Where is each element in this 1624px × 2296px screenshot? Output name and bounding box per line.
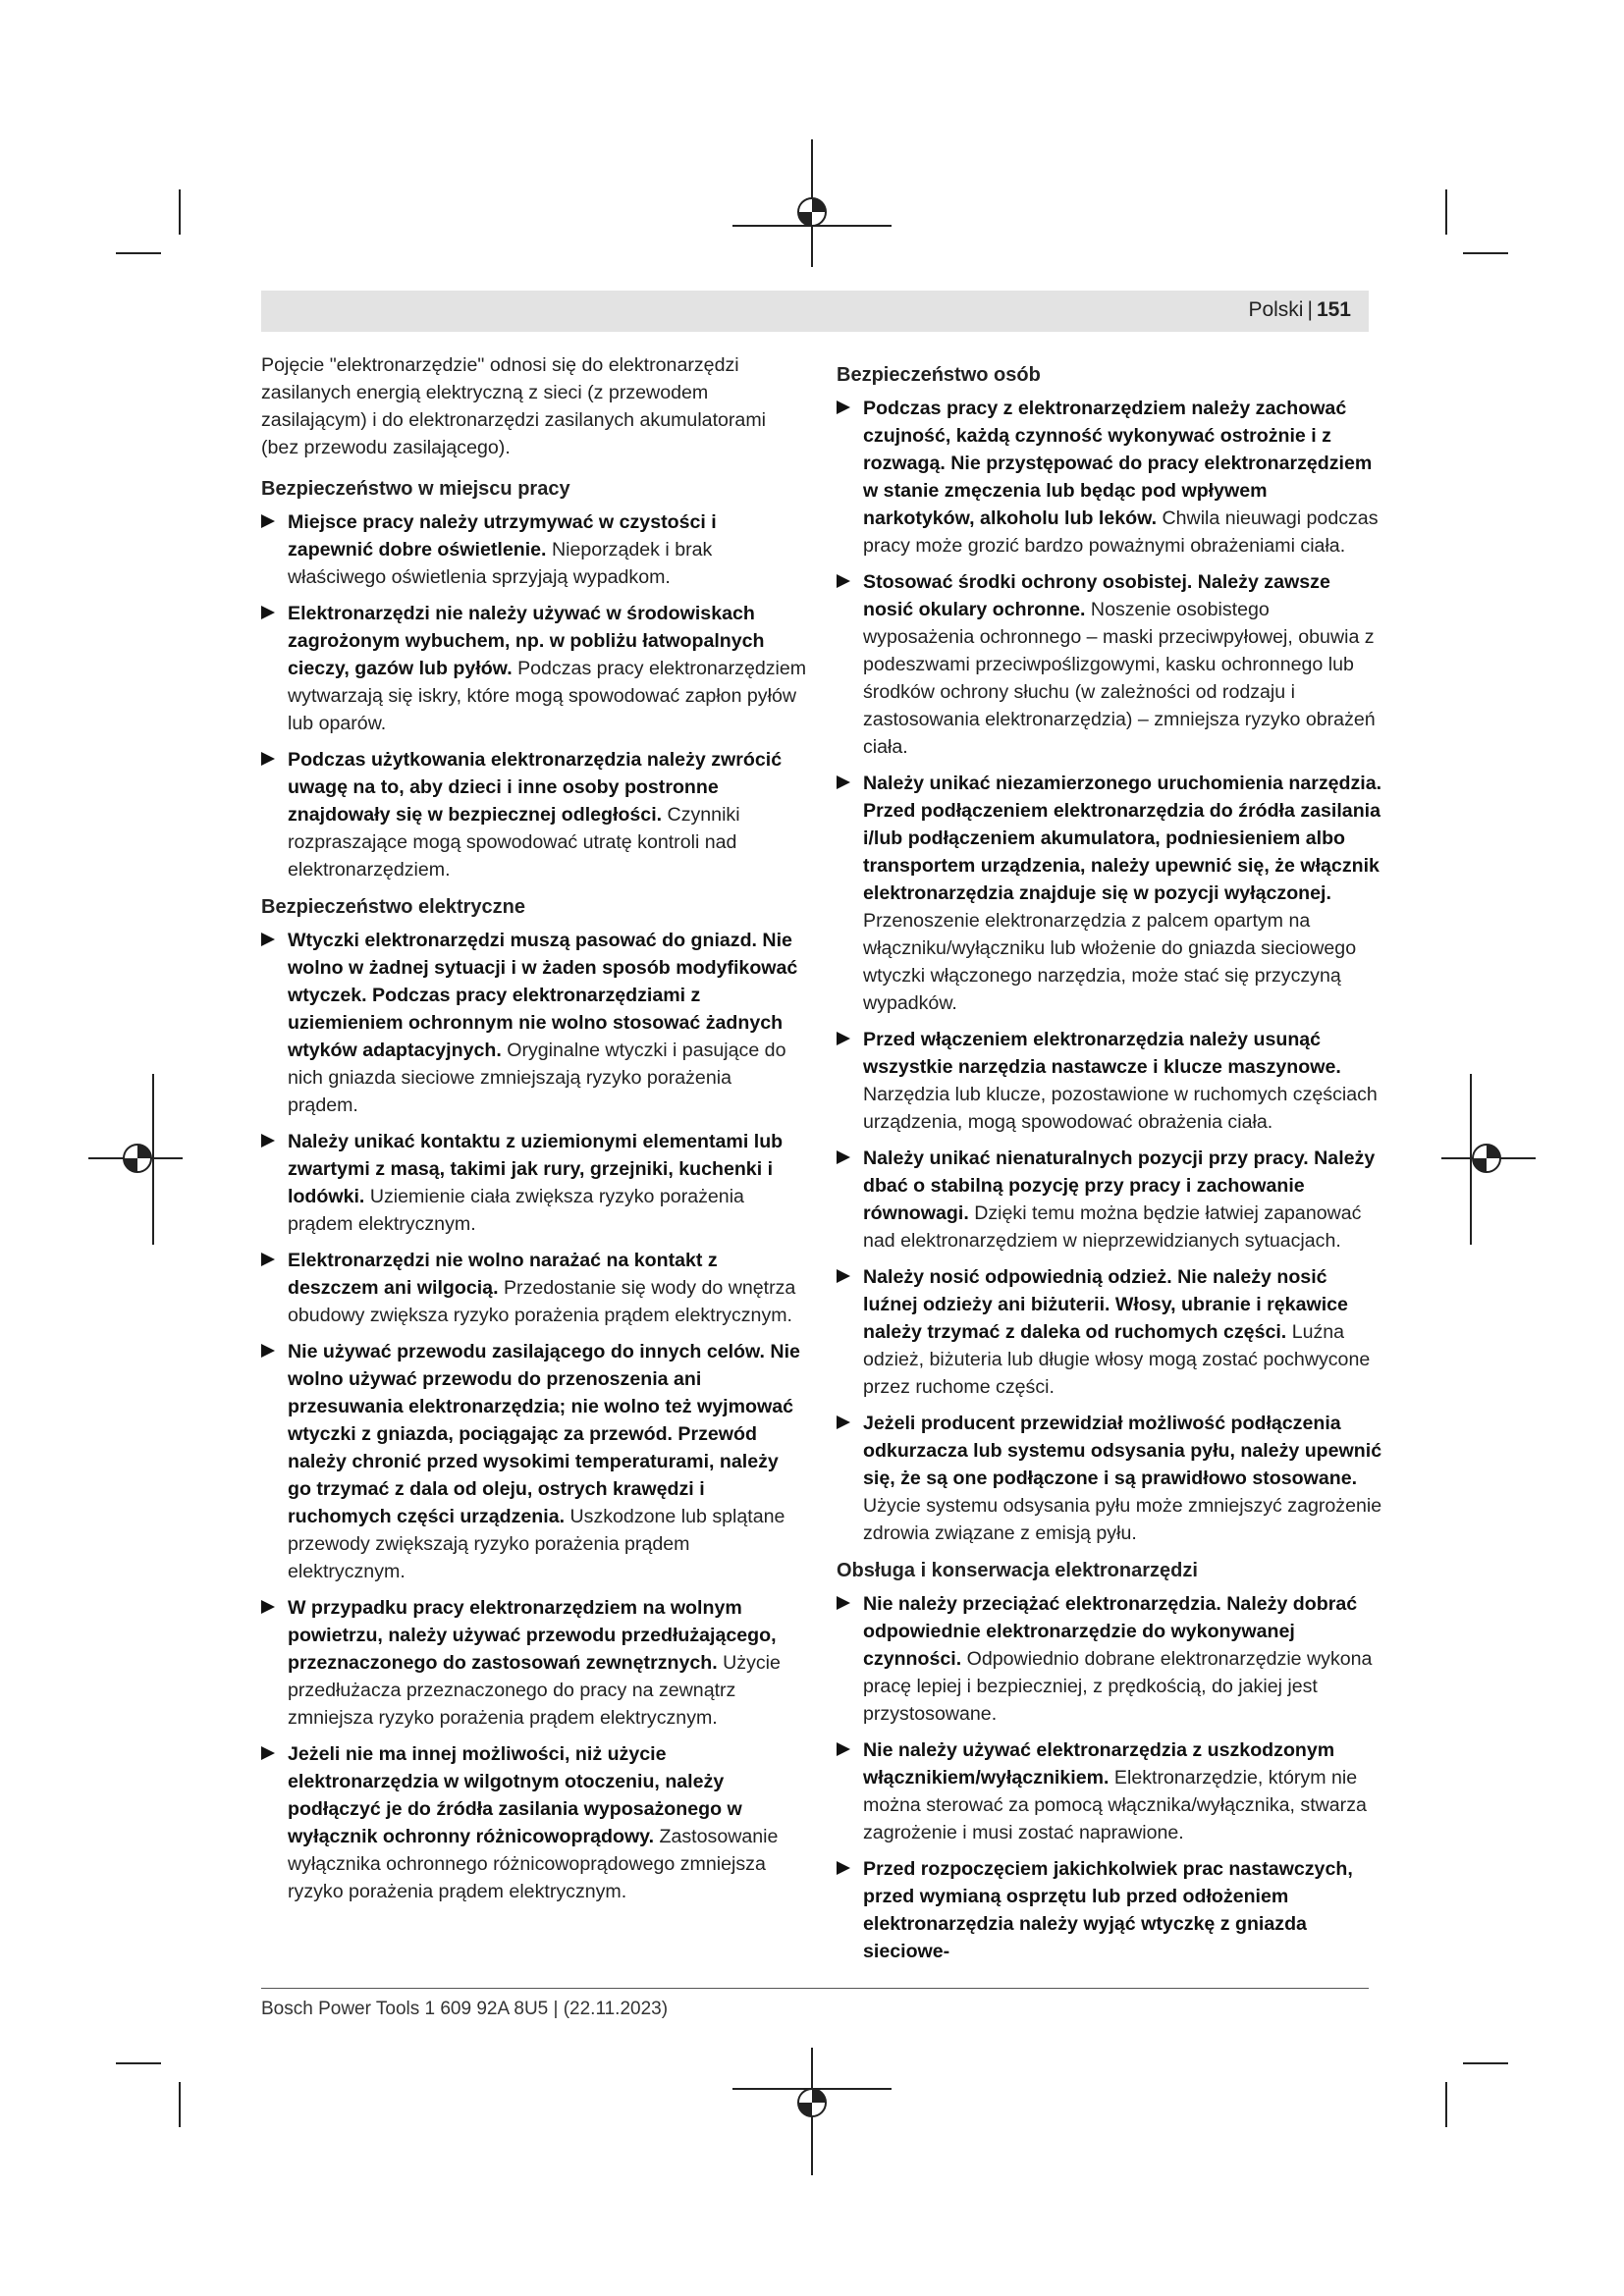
registration-mark-icon <box>723 2028 901 2177</box>
list-item <box>261 1128 807 1238</box>
crop-mark <box>1445 2082 1447 2127</box>
bullet-list <box>837 1590 1382 1965</box>
triangle-bullet-icon <box>837 574 850 588</box>
list-item <box>837 1026 1382 1136</box>
item-bold-text: Wtyczki elektronarzędzi muszą pasować do gniazd. Nie wolno w żadnej sytuacji i w żaden sposób modyfikować wtyczek. Podczas pracy elektronarzędziami z uziemieniem ochronnym nie wolno stosować żadnych wtyków adaptacyjnych. <box>288 930 798 1061</box>
list-item <box>837 395 1382 560</box>
item-text: Odpowiednio dobrane elektronarzędzie wykona pracę lepiej i bezpieczniej, z prędkością, do jakiej jest przystosowane. <box>863 1648 1373 1725</box>
item-bold-text: Podczas użytkowania elektronarzędzia należy zwrócić uwagę na to, aby dzieci i inne osoby postronne znajdowały się w bezpiecznej odległości. <box>288 749 783 826</box>
triangle-bullet-icon <box>837 775 850 789</box>
bullet-list <box>837 395 1382 1547</box>
triangle-bullet-icon <box>261 1344 275 1358</box>
triangle-bullet-icon <box>261 752 275 766</box>
item-text: Elektronarzędzie, którym nie można sterować za pomocą włącznika/wyłącznika, stwarza zagrożenie i musi zostać naprawione. <box>863 1767 1367 1843</box>
registration-mark-icon <box>88 1074 183 1245</box>
item-text: Narzędzia lub klucze, pozostawione w ruchomych częściach urządzenia, mogą spowodować obrażenia ciała. <box>863 1084 1378 1133</box>
crop-mark <box>116 2062 161 2064</box>
triangle-bullet-icon <box>837 1596 850 1610</box>
triangle-bullet-icon <box>837 1032 850 1045</box>
list-item <box>837 1855 1382 1965</box>
page-number: 151 <box>1316 298 1351 321</box>
item-text: Użycie przedłużacza przeznaczonego do pracy na zewnątrz zmniejsza ryzyko porażenia prądem elektrycznym. <box>288 1652 781 1729</box>
item-bold-text: Należy unikać kontaktu z uziemionymi elementami lub zwartymi z masą, takimi jak rury, grzejniki, kuchenki i lodówki. <box>288 1131 784 1207</box>
list-item <box>837 1263 1382 1401</box>
item-bold-text: Elektronarzędzi nie należy używać w środowiskach zagrożonym wybuchem, np. w pobliżu łatwopalnych cieczy, gazów lub pyłów. <box>288 603 765 679</box>
crop-mark <box>116 252 161 254</box>
section-heading: Bezpieczeństwo elektryczne <box>261 896 525 918</box>
list-item <box>261 1338 807 1585</box>
page-header <box>261 291 1369 332</box>
list-item <box>837 1590 1382 1728</box>
list-item <box>261 600 807 737</box>
registration-mark-icon <box>1441 1074 1536 1245</box>
crop-mark <box>1463 2062 1508 2064</box>
section-heading: Obsługa i konserwacja elektronarzędzi <box>837 1560 1198 1581</box>
item-bold-text: W przypadku pracy elektronarzędziem na wolnym powietrzu, należy używać przewodu przedłużającego, przeznaczonego do zastosowań zewnętrznych. <box>288 1597 777 1674</box>
section-heading: Bezpieczeństwo w miejscu pracy <box>261 478 570 500</box>
list-item <box>837 1736 1382 1846</box>
triangle-bullet-icon <box>837 1150 850 1164</box>
footer-text: Bosch Power Tools 1 609 92A 8U5 | (22.11.2023) <box>261 1999 669 2019</box>
item-text: Chwila nieuwagi podczas pracy może grozić bardzo poważnymi obrażeniami ciała. <box>863 507 1379 557</box>
item-bold-text: Należy nosić odpowiednią odzież. Nie należy nosić luźnej odzieży ani biżuterii. Włosy, ubranie i rękawice należy trzymać z daleka od ruchomych części. <box>863 1266 1348 1343</box>
triangle-bullet-icon <box>837 1415 850 1429</box>
item-bold-text: Przed włączeniem elektronarzędzia należy usunąć wszystkie narzędzia nastawcze i klucze maszynowe. <box>863 1029 1341 1078</box>
item-text: Noszenie osobistego wyposażenia ochronnego – maski przeciwpyłowej, obuwia z podeszwami przeciwpoślizgowymi, kasku ochronnego lub środków ochrony słuchu (w zależności od rodzaju i zastosowania elektronarzędzia) – zmniejsza ryzyko obrażeń ciała. <box>863 599 1376 758</box>
item-bold-text: Nie należy używać elektronarzędzia z uszkodzonym włącznikiem/wyłącznikiem. <box>863 1739 1335 1789</box>
list-item <box>837 1410 1382 1547</box>
item-text: Przenoszenie elektronarzędzia z palcem opartym na włączniku/wyłączniku lub włożenie do gniazda sieciowego wtyczki włączonego narzędzia, może stać się przyczyną wypadków. <box>863 910 1357 1014</box>
list-item <box>261 508 807 591</box>
triangle-bullet-icon <box>837 1861 850 1875</box>
triangle-bullet-icon <box>261 514 275 528</box>
bullet-list <box>261 927 807 1905</box>
list-item <box>261 1594 807 1732</box>
list-item <box>837 1145 1382 1255</box>
right-sections <box>837 361 1382 1965</box>
item-text: Dzięki temu można będzie łatwiej zapanować nad elektronarzędziem w nieprzewidzianych sytuacjach. <box>863 1202 1362 1252</box>
triangle-bullet-icon <box>261 933 275 946</box>
section-heading: Bezpieczeństwo osób <box>837 364 1041 386</box>
bullet-list <box>261 508 807 883</box>
right-column <box>837 351 1382 1974</box>
item-bold-text: Jeżeli nie ma innej możliwości, niż użycie elektronarzędzia w wilgotnym otoczeniu, należy podłączyć je do źródła zasilania wyposażonego w wyłącznik ochronny różnicowoprądowy. <box>288 1743 742 1847</box>
triangle-bullet-icon <box>837 1269 850 1283</box>
item-text: Użycie systemu odsysania pyłu może zmniejszyć zagrożenie zdrowia związane z emisją pyłu. <box>863 1495 1382 1544</box>
item-text: Luźna odzież, biżuteria lub długie włosy mogą zostać pochwycone przez ruchome części. <box>863 1321 1371 1398</box>
item-text: Czynniki rozpraszające mogą spowodować utratę kontroli nad elektronarzędziem. <box>288 804 740 881</box>
item-bold-text: Nie należy przeciążać elektronarzędzia. Należy dobrać odpowiednie elektronarzędzie do wykonywanej czynności. <box>863 1593 1358 1670</box>
triangle-bullet-icon <box>261 1134 275 1148</box>
item-text: Podczas pracy elektronarzędziem wytwarzają się iskry, które mogą spowodować zapłon pyłów lub oparów. <box>288 658 807 734</box>
item-bold-text: Podczas pracy z elektronarzędziem należy zachować czujność, każdą czynność wykonywać ostrożnie i z rozwagą. Nie przystępować do pracy elektronarzędziem w stanie zmęczenia lub będąc pod wpływem narkotyków, alkoholu lub leków. <box>863 398 1373 529</box>
item-text: Uziemienie ciała zwiększa ryzyko porażenia prądem elektrycznym. <box>288 1186 744 1235</box>
item-text: Nieporządek i brak właściwego oświetlenia sprzyjają wypadkom. <box>288 539 713 588</box>
list-item <box>261 927 807 1119</box>
item-text: Przedostanie się wody do wnętrza obudowy zwiększa ryzyko porażenia prądem elektrycznym. <box>288 1277 796 1326</box>
item-text: Zastosowanie wyłącznika ochronnego różnicowoprądowego zmniejsza ryzyko porażenia prądem elektrycznym. <box>288 1826 779 1902</box>
list-item <box>261 746 807 883</box>
item-bold-text: Miejsce pracy należy utrzymywać w czystości i zapewnić dobre oświetlenie. <box>288 511 717 561</box>
item-text: Uszkodzone lub splątane przewody zwiększają ryzyko porażenia prądem elektrycznym. <box>288 1506 785 1582</box>
list-item <box>261 1247 807 1329</box>
language-label: Polski <box>1248 298 1304 321</box>
left-column <box>261 351 807 1914</box>
item-bold-text: Przed rozpoczęciem jakichkolwiek prac nastawczych, przed wymianą osprzętu lub przed odłożeniem elektronarzędzia należy wyjąć wtyczkę z gniazda sieciowe- <box>863 1858 1353 1962</box>
crop-mark <box>1445 189 1447 235</box>
crop-mark <box>179 189 181 235</box>
item-bold-text: Jeżeli producent przewidział możliwość podłączenia odkurzacza lub systemu odsysania pyłu, należy upewnić się, że są one podłączone i są prawidłowo stosowane. <box>863 1413 1382 1489</box>
crop-mark <box>1463 252 1508 254</box>
left-sections <box>261 475 807 1905</box>
item-text: Oryginalne wtyczki i pasujące do nich gniazda sieciowe zmniejszają ryzyko porażenia prądem. <box>288 1040 786 1116</box>
item-bold-text: Nie używać przewodu zasilającego do innych celów. Nie wolno używać przewodu do przenoszenia ani przesuwania elektronarzędzia; nie wolno też wyjmować wtyczki z gniazda, pociągając za przewód. Przewód należy chronić przed wysokimi temperaturami, należy go trzymać z dala od oleju, ostrych krawędzi i ruchomych części urządzenia. <box>288 1341 800 1527</box>
list-item <box>837 770 1382 1017</box>
triangle-bullet-icon <box>837 400 850 414</box>
triangle-bullet-icon <box>261 1746 275 1760</box>
page-header-text <box>1248 298 1351 322</box>
list-item <box>837 568 1382 761</box>
intro-paragraph: Pojęcie "elektronarzędzie" odnosi się do elektronarzędzi zasilanych energią elektryczną z sieci (z przewodem zasilającym) i do elektronarzędzi zasilanych akumulatorami (bez przewodu zasilającego). <box>261 354 767 458</box>
triangle-bullet-icon <box>837 1742 850 1756</box>
header-separator: | <box>1307 298 1313 321</box>
footer-divider <box>261 1988 1369 1989</box>
triangle-bullet-icon <box>261 606 275 619</box>
registration-mark-icon <box>723 139 901 289</box>
item-bold-text: Elektronarzędzi nie wolno narażać na kontakt z deszczem ani wilgocią. <box>288 1250 718 1299</box>
triangle-bullet-icon <box>261 1253 275 1266</box>
item-bold-text: Należy unikać niezamierzonego uruchomienia narzędzia. Przed podłączeniem elektronarzędzia do źródła zasilania i/lub podłączeniem akumulatora, podniesieniem albo transportem urządzenia, należy upewnić się, że włącznik elektronarzędzia znajduje się w pozycji wyłączonej. <box>863 773 1382 904</box>
triangle-bullet-icon <box>261 1600 275 1614</box>
crop-mark <box>179 2082 181 2127</box>
item-bold-text: Należy unikać nienaturalnych pozycji przy pracy. Należy dbać o stabilną pozycję przy pracy i zachowanie równowagi. <box>863 1148 1376 1224</box>
list-item <box>261 1740 807 1905</box>
item-bold-text: Stosować środki ochrony osobistej. Należy zawsze nosić okulary ochronne. <box>863 571 1330 620</box>
